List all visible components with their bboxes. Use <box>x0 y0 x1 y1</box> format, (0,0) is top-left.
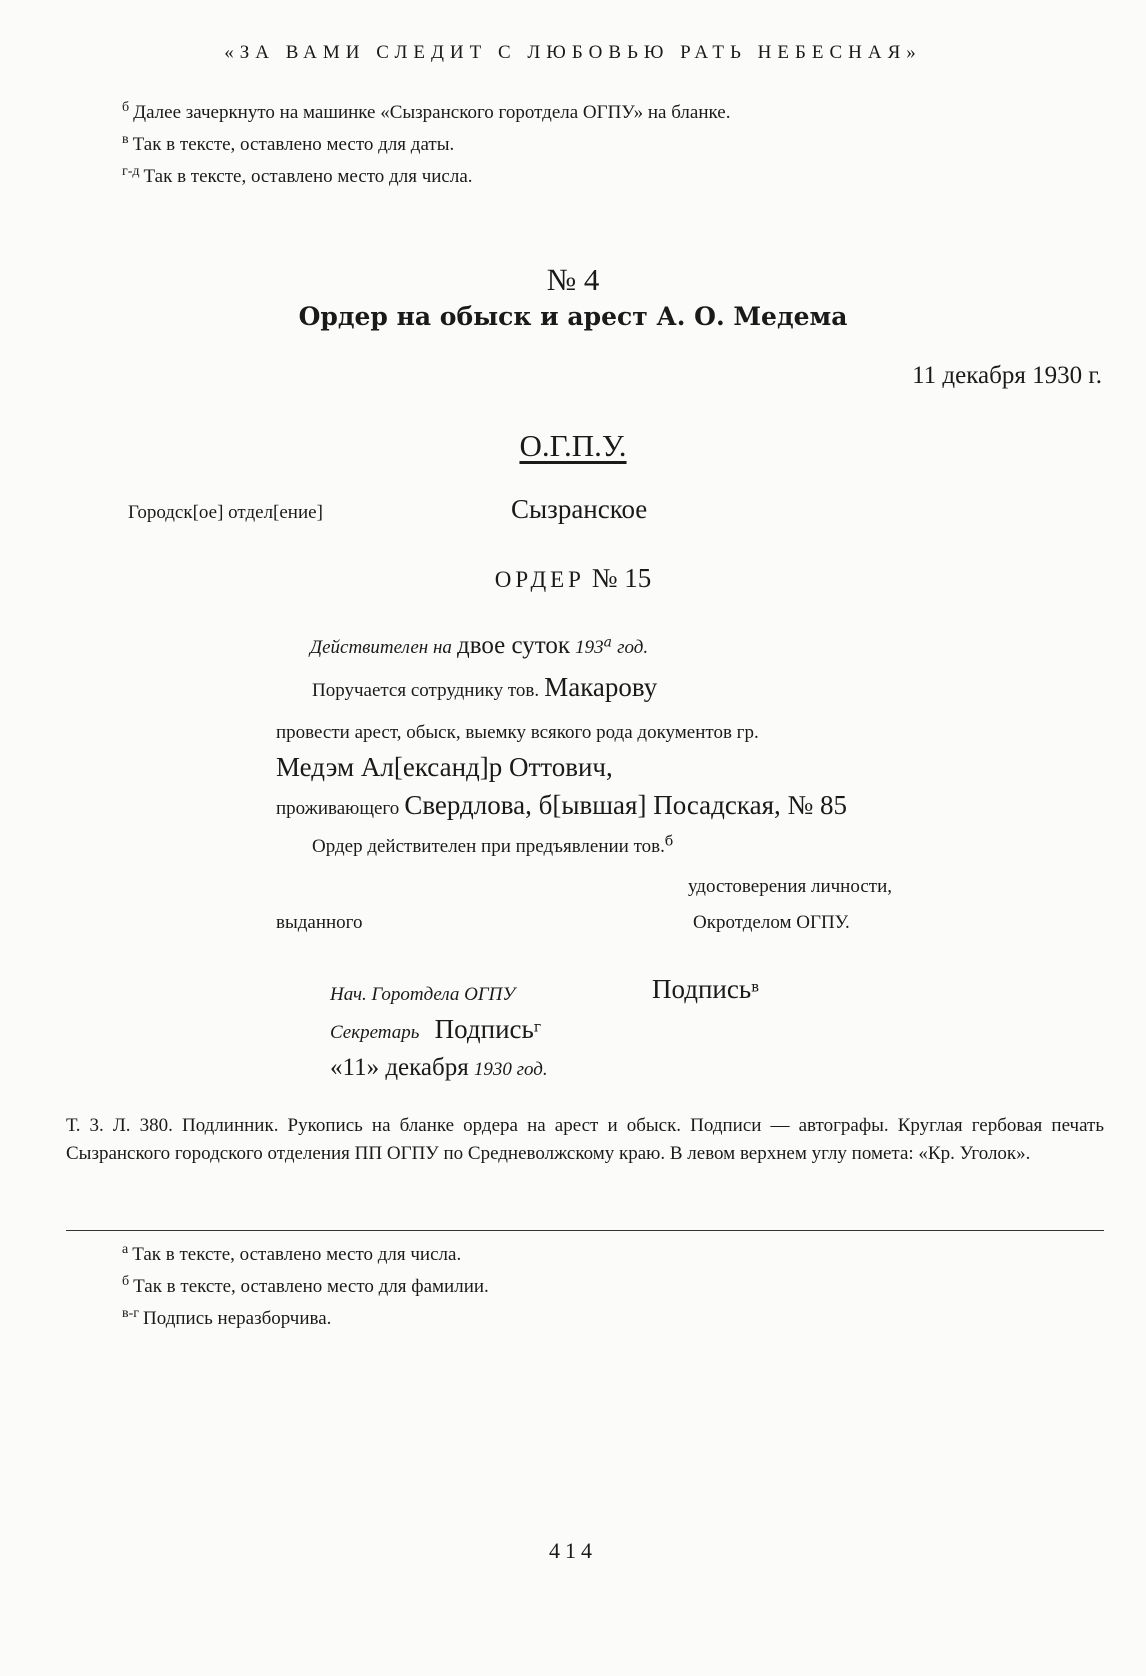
top-footnote <box>122 163 473 188</box>
residence-line <box>276 790 847 821</box>
valid-on-text: Ордер действителен при предъявлении тов. <box>312 836 665 857</box>
footnote-mark: а <box>122 1241 129 1257</box>
chief-signature <box>652 974 759 1005</box>
validity-value: двое суток <box>457 632 571 659</box>
secretary-line <box>330 1014 541 1045</box>
chief-label: Нач. Горотдела ОГПУ <box>330 984 516 1005</box>
secretary-sign-text: Подпись <box>434 1014 534 1044</box>
source-note: Т. 3. Л. 380. Подлинник. Рукопись на бланке ордера на арест и обыск. Подписи — автографы. Круглая гербовая печать Сызранского городского отделения ПП ОГПУ по Средневолжскому краю. В левом верхнем углу помета: «Кр. Уголок». <box>66 1115 1104 1164</box>
footnote-text: Так в тексте, оставлено место для фамилии. <box>133 1276 489 1297</box>
footnote-mark: в-г <box>122 1305 140 1321</box>
order-word: ОРДЕР <box>494 567 585 592</box>
footnote-mark: б <box>122 1273 130 1289</box>
validity-line <box>310 632 648 660</box>
sign-date: «11» декабря <box>330 1054 469 1081</box>
id-text: удостоверения личности, <box>688 876 892 897</box>
order-number: № 15 <box>591 563 652 593</box>
action-text: провести арест, обыск, выемку всякого рода документов гр. <box>276 722 759 743</box>
sign-year: 1930 год. <box>473 1059 548 1080</box>
assign-value: Макарову <box>544 672 658 702</box>
agency-heading <box>0 428 1146 464</box>
footnote-text: Далее зачеркнуто на машинке «Сызранского горотдела ОГПУ» на бланке. <box>133 102 731 123</box>
chief-sign-text: Подпись <box>652 974 752 1004</box>
validity-year: 193 <box>575 637 604 658</box>
department-value: Сызранское <box>511 494 648 524</box>
footnote-mark: в <box>122 131 129 147</box>
secretary-label: Секретарь <box>330 1022 420 1043</box>
issued-label: выданного <box>276 912 363 933</box>
footnote-text: Так в тексте, оставлено место для числа. <box>132 1244 462 1265</box>
chief-sign-mark: в <box>751 979 760 996</box>
validity-label: Действителен на <box>310 637 452 658</box>
person-name: Медэм Ал[ександ]р Оттович, <box>276 752 613 782</box>
page-number: 414 <box>549 1538 597 1563</box>
bottom-footnote <box>122 1305 332 1330</box>
validity-year-suffix: год. <box>617 637 649 658</box>
residence-label: проживающего <box>276 798 400 819</box>
top-footnote <box>122 99 731 124</box>
document-title: Ордер на обыск и арест А. О. Медема <box>298 302 848 331</box>
order-title <box>0 563 1146 594</box>
sign-date-line <box>330 1054 548 1082</box>
footnote-divider <box>66 1230 1104 1231</box>
residence-value: Свердлова, б[ывшая] Посадская, № 85 <box>404 790 848 820</box>
valid-on-line <box>312 833 674 858</box>
footnote-text: Так в тексте, оставлено место для даты. <box>132 134 455 155</box>
issued-value: Окротделом ОГПУ. <box>693 912 850 933</box>
assign-line <box>312 672 657 703</box>
secretary-sign-mark: г <box>533 1019 542 1036</box>
document-number: № 4 <box>546 262 600 297</box>
valid-on-mark: б <box>664 833 674 850</box>
document-date: 11 декабря 1930 г. <box>912 362 1102 389</box>
agency-name: О.Г.П.У. <box>519 428 627 463</box>
department-label: Городск[ое] отдел[ение] <box>128 502 323 523</box>
assign-label: Поручается сотруднику тов. <box>312 680 540 701</box>
footnote-text: Так в тексте, оставлено место для числа. <box>143 166 473 187</box>
bottom-footnote <box>122 1273 489 1298</box>
footnote-text: Подпись неразборчива. <box>143 1308 332 1329</box>
bottom-footnote <box>122 1241 462 1266</box>
running-head: «ЗА ВАМИ СЛЕДИТ С ЛЮБОВЬЮ РАТЬ НЕБЕСНАЯ» <box>224 42 922 63</box>
validity-year-mark: а <box>603 634 612 651</box>
footnote-mark: б <box>122 99 130 115</box>
top-footnote <box>122 131 455 156</box>
footnote-mark: г-д <box>122 163 140 179</box>
